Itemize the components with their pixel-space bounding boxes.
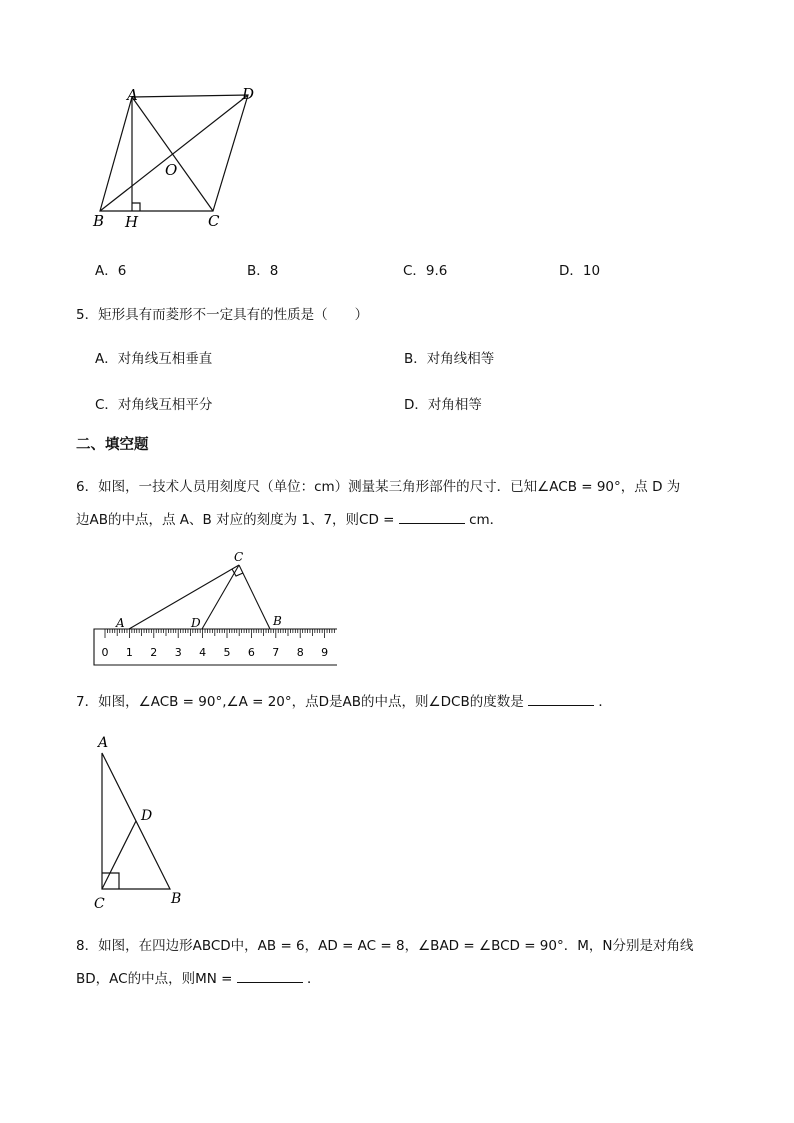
label-c: C [234, 550, 244, 564]
q8-line2-text: BD，AC的中点，则MN = [76, 971, 233, 987]
right-angle-mark-c [102, 873, 119, 889]
q4-figure [85, 82, 265, 232]
label-a: A [116, 616, 125, 630]
segment-dc [202, 565, 239, 629]
label-c: C [94, 896, 105, 912]
ruler-number: 3 [174, 646, 182, 659]
ruler-number: 8 [296, 646, 304, 659]
q6-line2 [76, 509, 503, 530]
section-title-fill-in: 二、填空题 [76, 437, 149, 453]
label-d: D [191, 616, 201, 630]
q5-option-b[interactable]: B．对角线相等 [404, 351, 495, 367]
ruler-number: 5 [223, 646, 231, 659]
label-b: B [273, 614, 282, 628]
q6-figure [88, 546, 343, 671]
q8-end: ． [307, 971, 321, 987]
q7-end: ． [598, 694, 612, 710]
right-angle-mark-h [132, 203, 140, 211]
q7-figure [88, 730, 208, 915]
label-b: B [93, 212, 105, 230]
q7-stem [76, 691, 612, 712]
q4-option-d[interactable]: D．10 [559, 263, 601, 279]
q8-line1: 8．如图，在四边形ABCD中，AB = 6，AD = AC = 8，∠BAD = ∠BCD = 90°．M，N分别是对角线 [76, 938, 694, 954]
label-d: D [141, 808, 153, 824]
q6-line1: 6．如图，一技术人员用刻度尺（单位：cm）测量某三角形部件的尺寸．已知∠ACB = 90°，点 D 为 [76, 479, 681, 495]
ruler-numbers [102, 646, 329, 659]
q5-option-a[interactable]: A．对角线互相垂直 [95, 351, 213, 367]
q4-option-c[interactable]: C．9.6 [403, 263, 448, 279]
label-b: B [171, 891, 182, 907]
label-o: O [165, 161, 178, 179]
ruler-number: 7 [272, 646, 280, 659]
diagonal-bd [100, 95, 248, 211]
label-c: C [208, 212, 220, 230]
label-a: A [98, 735, 109, 751]
q5-stem: 5．矩形具有而菱形不一定具有的性质是（ ） [76, 307, 369, 323]
q7-text: 7．如图，∠ACB = 90°,∠A = 20°，点D是AB的中点，则∠DCB的度数是 [76, 694, 524, 710]
label-h: H [125, 213, 139, 231]
ruler-number: 6 [247, 646, 255, 659]
q6-answer-blank[interactable] [399, 509, 465, 524]
q4-option-a[interactable]: A．6 [95, 263, 127, 279]
q6-line2-text: 边AB的中点，点 A、B 对应的刻度为 1、7，则CD = [76, 512, 395, 528]
q5-option-d[interactable]: D．对角相等 [404, 397, 482, 413]
q6-unit: cm． [469, 512, 504, 528]
ruler-number: 2 [150, 646, 158, 659]
segment-ac [129, 565, 239, 629]
label-a: A [127, 86, 138, 104]
ruler-number: 9 [321, 646, 329, 659]
ruler-number: 4 [199, 646, 207, 659]
q8-answer-blank[interactable] [237, 968, 303, 983]
q4-option-b[interactable]: B．8 [247, 263, 279, 279]
ruler-number: 0 [101, 646, 109, 659]
q7-answer-blank[interactable] [528, 691, 594, 706]
q5-option-c[interactable]: C．对角线互相平分 [95, 397, 213, 413]
q8-line2 [76, 968, 321, 989]
label-d: D [242, 85, 255, 103]
segment-bc [239, 565, 270, 629]
ruler-number: 1 [125, 646, 133, 659]
ruler-ticks [105, 629, 334, 638]
